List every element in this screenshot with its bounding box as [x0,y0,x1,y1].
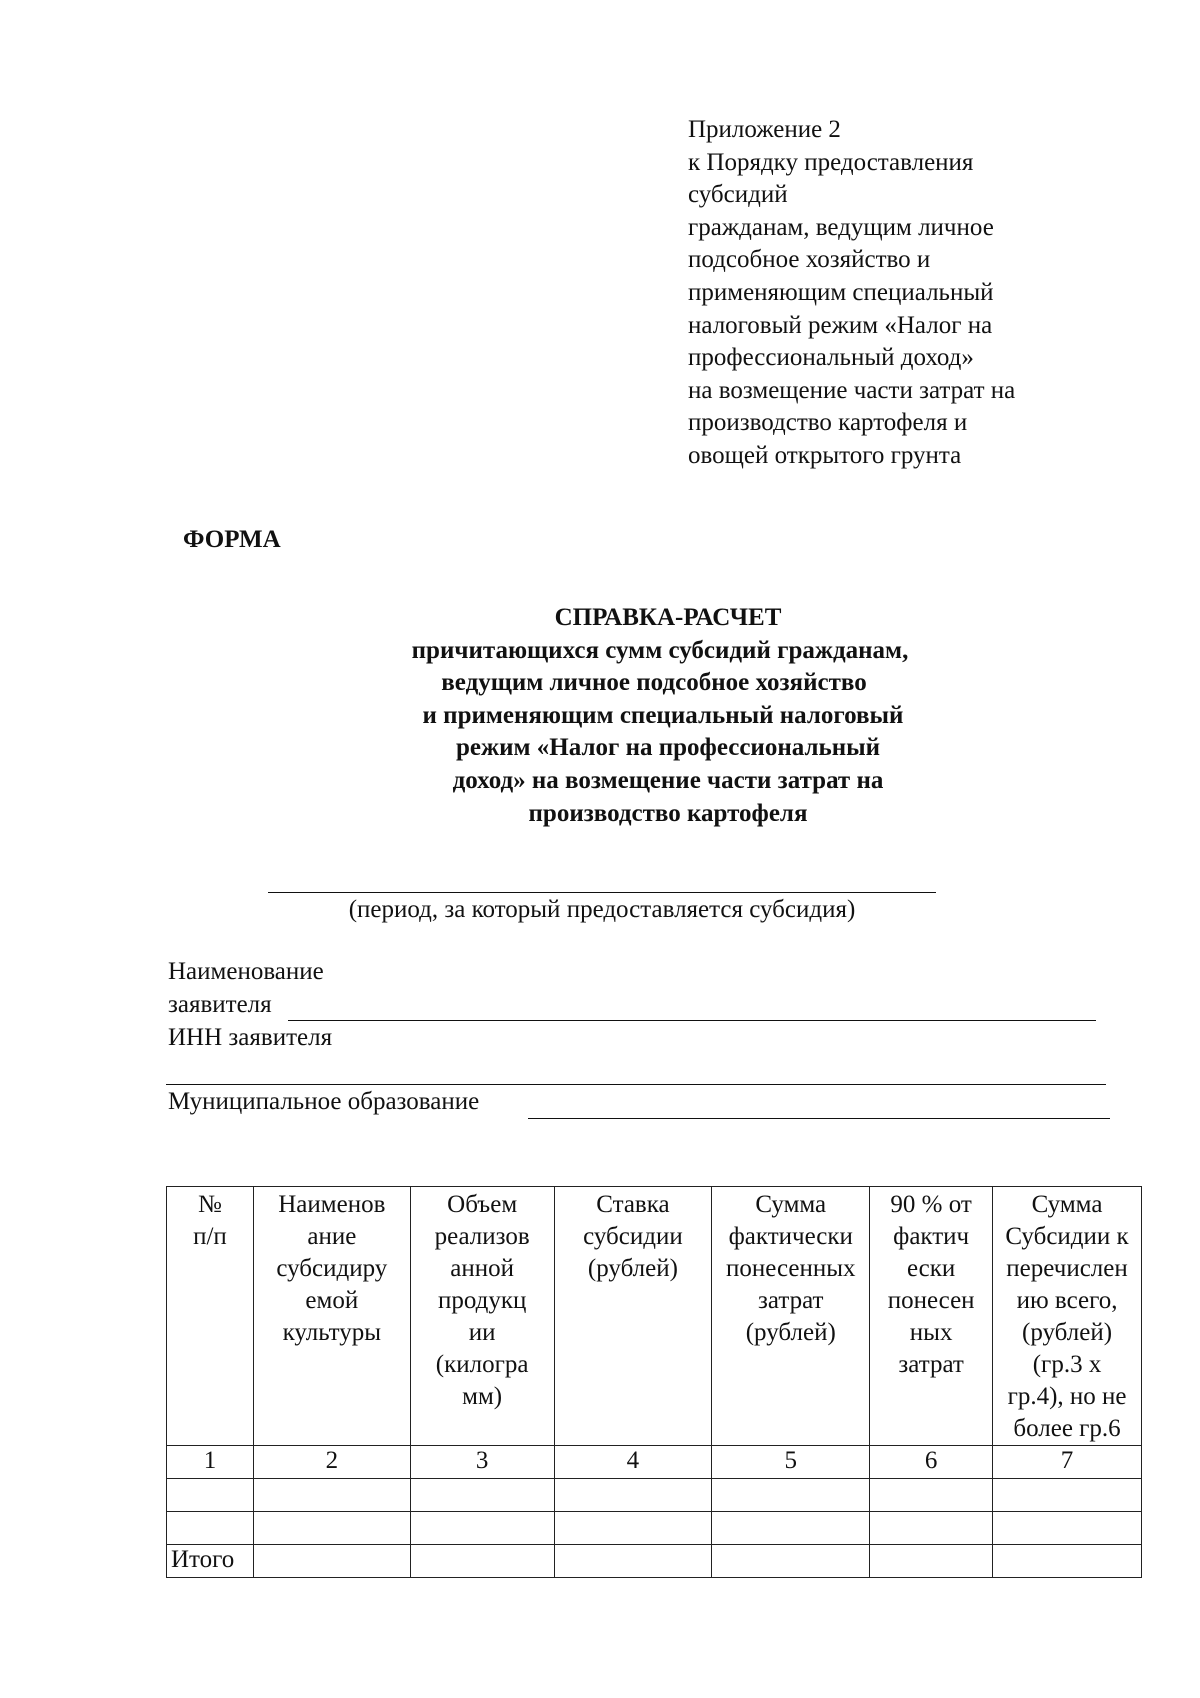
appendix-note [688,114,1108,473]
table-cell[interactable] [870,1545,993,1578]
table-cell[interactable] [410,1479,554,1512]
table-cell[interactable] [253,1545,410,1578]
total-row [167,1545,1142,1578]
total-label: Итого [167,1545,254,1578]
col-header-volume: Объем реализов анной продукц ии (килогра мм) [410,1187,554,1446]
table-cell[interactable] [253,1512,410,1545]
col-header-number: № п/п [167,1187,254,1446]
title-line: и применяющим специальный налоговый [422,701,904,729]
table-cell[interactable] [870,1512,993,1545]
column-number: 6 [870,1446,993,1479]
table-cell[interactable] [167,1512,254,1545]
appendix-line: профессиональный доход» [688,344,974,372]
col-header-subsidy-total: Сумма Субсидии к перечислен ию всего, (рублей) (гр.3 х гр.4), но не более гр.6 [993,1187,1142,1446]
appendix-line: на возмещение части затрат на [688,376,1016,404]
column-number: 5 [712,1446,870,1479]
calculation-table [166,1186,1142,1578]
title-line: доход» на возмещение части затрат на [452,766,884,794]
appendix-line: производство картофеля и [688,409,968,437]
column-number: 7 [993,1446,1142,1479]
col-header-actual-costs: Сумма фактически понесенных затрат (рублей) [712,1187,870,1446]
table-cell[interactable] [167,1479,254,1512]
column-number-row [167,1446,1142,1479]
appendix-line: применяющим специальный [688,278,994,306]
col-header-90-percent: 90 % от фактич ески понесен ных затрат [870,1187,993,1446]
column-number: 2 [253,1446,410,1479]
table-cell[interactable] [993,1479,1142,1512]
table-cell[interactable] [554,1545,712,1578]
table-cell[interactable] [993,1545,1142,1578]
applicant-name-label: Наименование [168,958,324,985]
title-line: причитающихся сумм субсидий гражданам, [411,636,909,664]
col-header-rate: Ставка субсидии (рублей) [554,1187,712,1446]
municipality-label: Муниципальное образование [168,1088,480,1115]
title-line: режим «Налог на профессиональный [455,734,881,762]
table-cell[interactable] [870,1479,993,1512]
applicant-name-label-cont: заявителя [168,991,272,1018]
inn-label: ИНН заявителя [168,1024,333,1051]
title-line: производство картофеля [528,799,808,827]
applicant-name-field[interactable] [288,1020,1096,1021]
appendix-line: к Порядку предоставления [688,148,974,176]
title-line: СПРАВКА-РАСЧЕТ [554,604,782,631]
column-number: 3 [410,1446,554,1479]
table-cell[interactable] [554,1479,712,1512]
municipality-field[interactable] [528,1118,1110,1119]
period-underline[interactable] [268,892,936,893]
table-cell[interactable] [554,1512,712,1545]
table-cell[interactable] [410,1545,554,1578]
table-row [167,1512,1142,1545]
table-cell[interactable] [712,1479,870,1512]
table-row [167,1479,1142,1512]
column-number: 4 [554,1446,712,1479]
form-label: ФОРМА [183,526,281,553]
table-header-row [167,1187,1142,1446]
appendix-line: Приложение 2 [688,116,841,143]
table-cell[interactable] [712,1545,870,1578]
appendix-line: гражданам, ведущим личное [688,213,994,241]
title-line: ведущим личное подсобное хозяйство [441,669,867,697]
column-number: 1 [167,1446,254,1479]
appendix-line: овощей открытого грунта [688,441,962,469]
table-cell[interactable] [993,1512,1142,1545]
appendix-line: субсидий [688,181,788,209]
appendix-line: налоговый режим «Налог на [688,311,993,339]
inn-field[interactable] [166,1084,1106,1085]
table-cell[interactable] [253,1479,410,1512]
appendix-line: подсобное хозяйство и [688,246,931,274]
table-cell[interactable] [712,1512,870,1545]
period-caption: (период, за который предоставляется субсидия) [348,896,856,923]
table-cell[interactable] [410,1512,554,1545]
col-header-crop-name: Наименов ание субсидиру емой культуры [253,1187,410,1446]
document-title [300,602,1020,830]
